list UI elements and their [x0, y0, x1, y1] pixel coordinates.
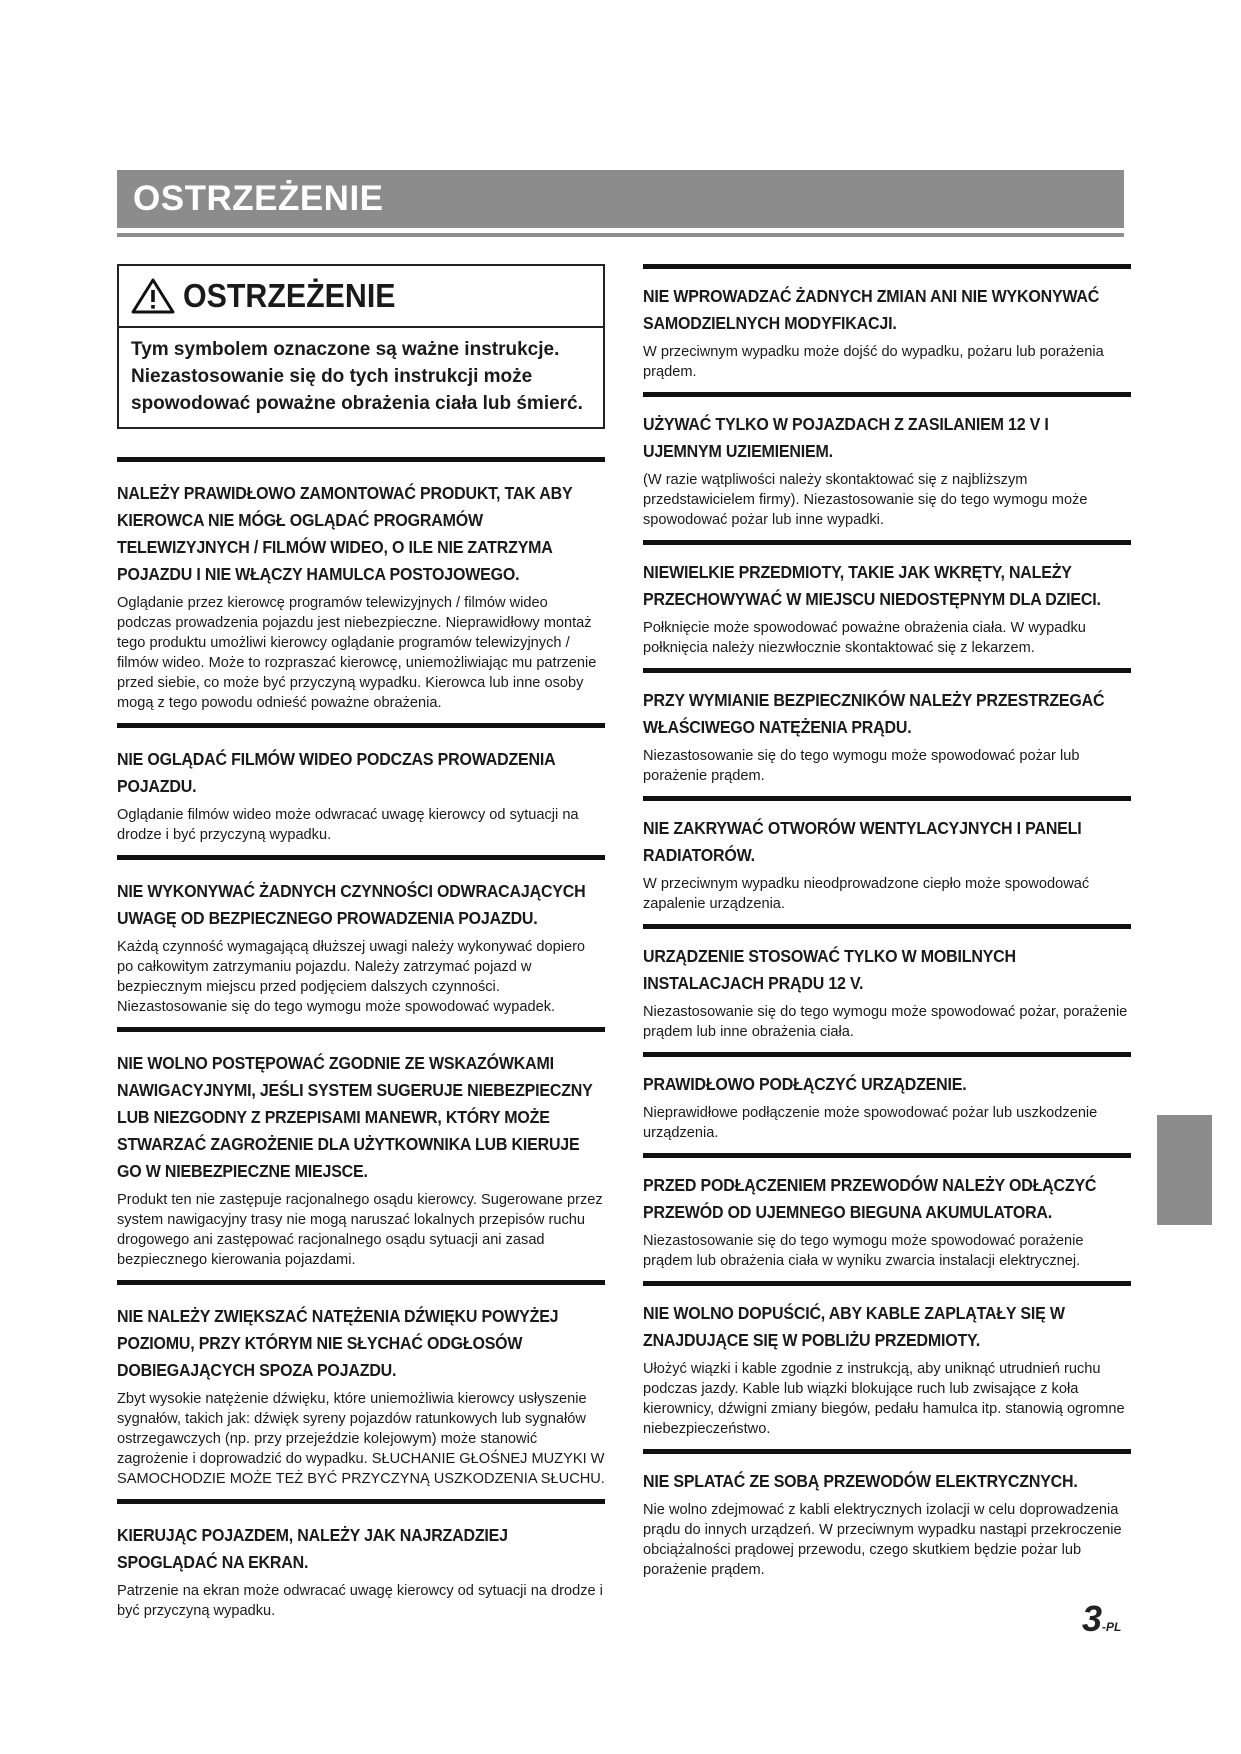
section-heading: UŻYWAĆ TYLKO W POJAZDACH Z ZASILANIEM 12 V I UJEMNYM UZIEMIENIEM.	[643, 414, 1049, 461]
right-section-7	[643, 1057, 1131, 1153]
section-heading: PRZY WYMIANIE BEZPIECZNIKÓW NALEŻY PRZESTRZEGAĆ WŁAŚCIWEGO NATĘŻENIA PRĄDU.	[643, 690, 1105, 737]
section-body: Ułożyć wiązki i kable zgodnie z instrukcją, aby uniknąć utrudnień ruchu podczas jazdy. Kable lub wiązki blokujące ruch lub zwisające z koła kierownicy, dźwigni zmiany biegów, pedału hamulca itp. stanowią ogromne niebezpieczeństwo.	[643, 1361, 1125, 1437]
section-heading: NIE WYKONYWAĆ ŻADNYCH CZYNNOŚCI ODWRACAJĄCYCH UWAGĘ OD BEZPIECZNEGO PROWADZENIA POJAZDU.	[117, 881, 586, 928]
section-body: Niezastosowanie się do tego wymogu może spowodować porażenie prądem lub obrażenia ciała w wyniku zwarcia instalacji elektrycznej.	[643, 1233, 1084, 1269]
warning-box-header	[119, 266, 603, 328]
section-body: W przeciwnym wypadku nieodprowadzone ciepło może spowodować zapalenie urządzenia.	[643, 876, 1090, 912]
right-section-9	[643, 1286, 1131, 1449]
right-column	[643, 264, 1131, 1590]
section-heading: NIE WPROWADZAĆ ŻADNYCH ZMIAN ANI NIE WYKONYWAĆ SAMODZIELNYCH MODYFIKACJI.	[643, 286, 1100, 333]
section-heading: KIERUJĄC POJAZDEM, NALEŻY JAK NAJRZADZIEJ SPOGLĄDAĆ NA EKRAN.	[117, 1525, 508, 1572]
section-heading: NIEWIELKIE PRZEDMIOTY, TAKIE JAK WKRĘTY, NALEŻY PRZECHOWYWAĆ W MIEJSCU NIEDOSTĘPNYM DLA DZIECI.	[643, 562, 1101, 609]
section-heading: PRZED PODŁĄCZENIEM PRZEWODÓW NALEŻY ODŁĄCZYĆ PRZEWÓD OD UJEMNEGO BIEGUNA AKUMULATORA.	[643, 1175, 1097, 1222]
section-body: Oglądanie filmów wideo może odwracać uwagę kierowcy od sytuacji na drodze i być przyczyną wypadku.	[117, 807, 579, 843]
left-section-6	[117, 1504, 605, 1631]
warning-box-title: OSTRZEŻENIE	[183, 277, 396, 314]
banner-underline	[117, 233, 1124, 237]
section-body: (W razie wątpliwości należy skontaktować się z najbliższym przedstawicielem firmy). Niezastosowanie się do tego wymogu może spowodować pożar lub inne wypadki.	[643, 472, 1088, 528]
section-body: Zbyt wysokie natężenie dźwięku, które uniemożliwia kierowcy usłyszenie sygnałów, takich jak: dźwięk syreny pojazdów ratunkowych lub sygnałów ostrzegawczych (np. przy przejeździe kolejowym) może stanowić zagrożenie i doprowadzić do wypadku. SŁUCHANIE GŁOŚNEJ MUZYKI W SAMOCHODZIE MOŻE TEŻ BYĆ PRZYCZYNĄ USZKODZENIA SŁUCHU.	[117, 1391, 605, 1487]
right-section-2	[643, 397, 1131, 540]
page-number-value: 3	[1082, 1598, 1103, 1639]
section-heading: NIE NALEŻY ZWIĘKSZAĆ NATĘŻENIA DŹWIĘKU POWYŻEJ POZIOMU, PRZY KTÓRYM NIE SŁYCHAĆ ODGŁOSÓW DOBIEGAJĄCYCH SPOZA POJAZDU.	[117, 1306, 559, 1380]
warning-box	[117, 264, 605, 429]
section-body: Nieprawidłowe podłączenie może spowodować pożar lub uszkodzenie urządzenia.	[643, 1105, 1098, 1141]
section-heading: URZĄDZENIE STOSOWAĆ TYLKO W MOBILNYCH INSTALACJACH PRĄDU 12 V.	[643, 946, 1016, 993]
section-body: Oglądanie przez kierowcę programów telewizyjnych / filmów wideo podczas prowadzenia pojazdu jest niebezpieczne. Nieprawidłowy montaż tego produktu umożliwi kierowcy oglądanie programów telewizyjnych / filmów wideo. Może to rozpraszać kierowcę, uniemożliwiając mu patrzenie przed siebie, co może być przyczyną wypadku. Kierowca lub inne osoby mogą z tego powodu odnieść poważne obrażenia.	[117, 595, 597, 711]
page-number-suffix: -PL	[1102, 1620, 1122, 1634]
page-title-banner: OSTRZEŻENIE	[117, 170, 1124, 228]
side-tab-marker	[1157, 1115, 1212, 1225]
section-heading: NALEŻY PRAWIDŁOWO ZAMONTOWAĆ PRODUKT, TAK ABY KIEROWCA NIE MÓGŁ OGLĄDAĆ PROGRAMÓW TELEWIZYJNYCH / FILMÓW WIDEO, O ILE NIE ZATRZYMA POJAZDU I NIE WŁĄCZY HAMULCA POSTOJOWEGO.	[117, 483, 573, 584]
left-column	[117, 264, 605, 1631]
right-section-6	[643, 929, 1131, 1052]
right-section-10	[643, 1454, 1131, 1590]
section-body: Nie wolno zdejmować z kabli elektrycznych izolacji w celu doprowadzenia prądu do innych urządzeń. W przeciwnym wypadku nastąpi przekroczenie obciążalności prądowej przewodu, czego skutkiem będzie pożar lub porażenie prądem.	[643, 1502, 1122, 1578]
section-heading: NIE ZAKRYWAĆ OTWORÓW WENTYLACYJNYCH I PANELI RADIATORÓW.	[643, 818, 1082, 865]
left-section-4	[117, 1032, 605, 1280]
section-body: Patrzenie na ekran może odwracać uwagę kierowcy od sytuacji na drodze i być przyczyną wypadku.	[117, 1583, 603, 1619]
section-body: Połknięcie może spowodować poważne obrażenia ciała. W wypadku połknięcia należy niezwłocznie skontaktować się z lekarzem.	[643, 620, 1086, 656]
section-heading: PRAWIDŁOWO PODŁĄCZYĆ URZĄDZENIE.	[643, 1074, 967, 1094]
section-body: Każdą czynność wymagającą dłuższej uwagi należy wykonywać dopiero po całkowitym zatrzymaniu pojazdu. Należy zatrzymać pojazd w bezpiecznym miejscu przed podjęciem dalszych czynności. Niezastosowanie się do tego wymogu może spowodować wypadek.	[117, 939, 586, 1015]
section-heading: NIE OGLĄDAĆ FILMÓW WIDEO PODCZAS PROWADZENIA POJAZDU.	[117, 749, 555, 796]
page-number	[1082, 1598, 1121, 1640]
right-section-8	[643, 1158, 1131, 1281]
section-heading: NIE WOLNO DOPUŚCIĆ, ABY KABLE ZAPLĄTAŁY SIĘ W ZNAJDUJĄCE SIĘ W POBLIŻU PRZEDMIOTY.	[643, 1303, 1065, 1350]
section-body: W przeciwnym wypadku może dojść do wypadku, pożaru lub porażenia prądem.	[643, 344, 1104, 380]
section-body: Niezastosowanie się do tego wymogu może spowodować pożar, porażenie prądem lub inne obrażenia ciała.	[643, 1004, 1128, 1040]
warning-line-1: Tym symbolem oznaczone są ważne instrukcje.	[131, 339, 560, 360]
section-heading: NIE WOLNO POSTĘPOWAĆ ZGODNIE ZE WSKAZÓWKAMI NAWIGACYJNYMI, JEŚLI SYSTEM SUGERUJE NIEBEZPIECZNY LUB NIEZGODNY Z PRZEPISAMI MANEWR, KTÓRY MOŻE STWARZAĆ ZAGROŻENIE DLA UŻYTKOWNIKA LUB KIERUJE GO W NIEBEZPIECZNE MIEJSCE.	[117, 1053, 593, 1181]
warning-line-3: spowodować poważne obrażenia ciała lub śmierć.	[131, 393, 583, 414]
left-section-2	[117, 728, 605, 855]
right-section-3	[643, 545, 1131, 668]
left-section-5	[117, 1285, 605, 1499]
right-section-5	[643, 801, 1131, 924]
warning-line-2: Niezastosowanie się do tych instrukcji może	[131, 366, 533, 387]
warning-box-text	[119, 328, 603, 427]
right-section-1	[643, 269, 1131, 392]
section-body: Produkt ten nie zastępuje racjonalnego osądu kierowcy. Sugerowane przez system nawigacyjny trasy nie mogą naruszać lokalnych przepisów ruchu drogowego ani zastępować racjonalnego osądu sytuacji ani zasad bezpiecznego kierowania pojazdami.	[117, 1192, 603, 1268]
right-section-4	[643, 673, 1131, 796]
left-section-1	[117, 462, 605, 723]
section-heading: NIE SPLATAĆ ZE SOBĄ PRZEWODÓW ELEKTRYCZNYCH.	[643, 1471, 1078, 1491]
warning-triangle-icon	[131, 277, 175, 315]
left-section-3	[117, 860, 605, 1027]
section-body: Niezastosowanie się do tego wymogu może spowodować pożar lub porażenie prądem.	[643, 748, 1080, 784]
